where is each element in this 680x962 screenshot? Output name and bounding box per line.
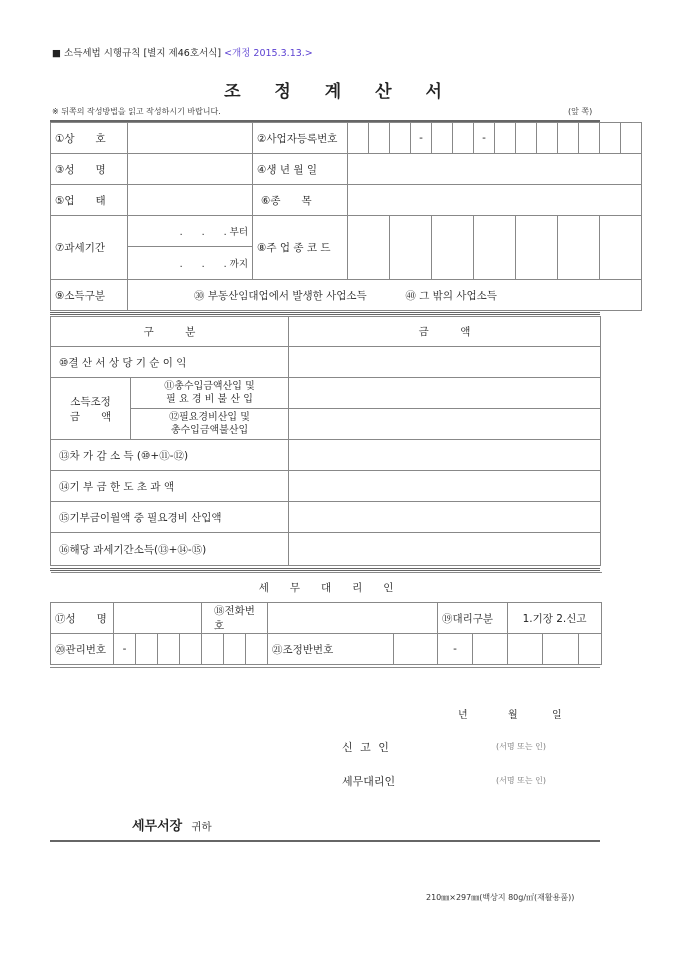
mgmt-no-digit[interactable] bbox=[180, 634, 202, 665]
income-option-40[interactable]: ㊵ 그 밖의 사업소득 bbox=[405, 289, 497, 302]
category-header: 구 분 bbox=[51, 317, 289, 347]
team-no-digit[interactable] bbox=[508, 634, 543, 665]
industry-code-digit[interactable] bbox=[558, 216, 600, 280]
industry-code-digit[interactable] bbox=[600, 216, 642, 280]
adjustment-table bbox=[50, 316, 601, 566]
team-no-label: ㉑조정반번호 bbox=[268, 634, 394, 665]
row-deduct-amount[interactable] bbox=[289, 409, 601, 440]
period-label: ⑦과세기간 bbox=[51, 216, 128, 280]
bizno-digit[interactable] bbox=[558, 123, 579, 154]
bizno-dash: - bbox=[474, 123, 495, 154]
page-side-note: (앞 쪽) bbox=[568, 107, 593, 116]
period-to[interactable]: . . . 까지 bbox=[128, 247, 253, 280]
team-no-digit[interactable] bbox=[543, 634, 579, 665]
team-no-dash: - bbox=[438, 634, 473, 665]
industry-code-digit[interactable] bbox=[474, 216, 516, 280]
date-month-label: 월 bbox=[508, 710, 518, 721]
mgmt-no-digit[interactable] bbox=[202, 634, 224, 665]
row-net-income-amount[interactable] bbox=[289, 347, 601, 378]
bizno-digit[interactable] bbox=[348, 123, 369, 154]
mgmt-no-dash: - bbox=[114, 634, 136, 665]
agent-sign-label: 세무대리인 bbox=[342, 775, 396, 788]
row-donation-excess-label: ⑭기 부 금 한 도 초 과 액 bbox=[51, 471, 289, 502]
row-add-label bbox=[131, 378, 289, 409]
business-label: ⑤업 태 bbox=[51, 185, 128, 216]
row-add-label-line1: ⑪총수입금액산입 및 bbox=[164, 381, 255, 392]
birth-label: ④생 년 월 일 bbox=[253, 154, 348, 185]
industry-code-digit[interactable] bbox=[390, 216, 432, 280]
paper-spec: 210㎜×297㎜(백상지 80g/㎡(재활용품)) bbox=[426, 893, 575, 902]
bizno-digit[interactable] bbox=[600, 123, 621, 154]
row-deduct-label-line1: ⑫필요경비산입 및 bbox=[169, 412, 250, 423]
row-period-income-amount[interactable] bbox=[289, 533, 601, 566]
row-add-label-line2: 필 요 경 비 불 산 입 bbox=[166, 394, 253, 405]
row-net-income-label: ⑩결 산 서 상 당 기 순 이 익 bbox=[51, 347, 289, 378]
bizno-digit[interactable] bbox=[369, 123, 390, 154]
adjustment-label-line1: 소득조정 bbox=[70, 395, 111, 408]
agent-name-field[interactable] bbox=[114, 603, 202, 634]
adjustment-label-line2: 금 액 bbox=[69, 410, 112, 423]
agent-table bbox=[50, 572, 602, 665]
row-deduct-label bbox=[131, 409, 289, 440]
person-label: ③성 명 bbox=[51, 154, 128, 185]
name-field[interactable] bbox=[128, 123, 253, 154]
page-title: 조 정 계 산 서 bbox=[224, 82, 456, 102]
mgmt-no-digit[interactable] bbox=[158, 634, 180, 665]
row-donation-carryover-label: ⑮기부금이월액 중 필요경비 산입액 bbox=[51, 502, 289, 533]
row-add-amount[interactable] bbox=[289, 378, 601, 409]
bizno-digit[interactable] bbox=[621, 123, 642, 154]
tax-office-head: 세무서장 bbox=[132, 819, 183, 834]
form-header bbox=[52, 45, 313, 59]
row-period-income-label: ⑯해당 과세기간소득(⑬+⑭-⑮) bbox=[51, 533, 289, 566]
mgmt-no-digit[interactable] bbox=[136, 634, 158, 665]
industry-code-digit[interactable] bbox=[432, 216, 474, 280]
birth-field[interactable] bbox=[348, 154, 642, 185]
taxpayer-table bbox=[50, 122, 642, 311]
black-square-icon: ■ bbox=[52, 48, 61, 59]
bizno-digit[interactable] bbox=[579, 123, 600, 154]
mgmt-no-digit[interactable] bbox=[246, 634, 268, 665]
bizno-digit[interactable] bbox=[537, 123, 558, 154]
date-year-label: 년 bbox=[458, 710, 468, 721]
agent-name-label: ⑰성 명 bbox=[51, 603, 114, 634]
bizno-digit[interactable] bbox=[516, 123, 537, 154]
agent-phone-field[interactable] bbox=[268, 603, 438, 634]
team-no-digit[interactable] bbox=[473, 634, 508, 665]
agent-type-label: ⑲대리구분 bbox=[438, 603, 508, 634]
bizno-label: ②사업자등록번호 bbox=[253, 123, 348, 154]
agent-section-title: 세 무 대 리 인 bbox=[51, 573, 602, 603]
income-type-options bbox=[128, 280, 642, 311]
bizno-digit[interactable] bbox=[495, 123, 516, 154]
honorific: 귀하 bbox=[191, 821, 212, 833]
row-deduct-label-line2: 총수입금액불산입 bbox=[170, 425, 249, 436]
instruction-note: ※ 뒤쪽의 작성방법을 읽고 작성하시기 바랍니다. bbox=[52, 107, 221, 116]
revision-text: <개정 2015.3.13.> bbox=[224, 48, 313, 59]
row-net-label: ⑬차 가 감 소 득 (⑩+⑪-⑫) bbox=[51, 440, 289, 471]
bizno-dash: - bbox=[411, 123, 432, 154]
bizno-digit[interactable] bbox=[453, 123, 474, 154]
income-option-30[interactable]: ㉚ 부동산임대업에서 발생한 사업소득 bbox=[194, 289, 367, 302]
mgmt-no-digit[interactable] bbox=[224, 634, 246, 665]
team-no-digit[interactable] bbox=[579, 634, 602, 665]
bizno-digit[interactable] bbox=[432, 123, 453, 154]
item-field[interactable] bbox=[348, 185, 642, 216]
industry-code-digit[interactable] bbox=[348, 216, 390, 280]
row-donation-excess-amount[interactable] bbox=[289, 471, 601, 502]
agent-sign-hint[interactable]: (서명 또는 인) bbox=[496, 776, 546, 785]
addressee bbox=[132, 815, 212, 834]
period-from[interactable]: . . . 부터 bbox=[128, 216, 253, 247]
industry-code-label: ⑧주 업 종 코 드 bbox=[253, 216, 348, 280]
agent-type-options[interactable]: 1.기장 2.신고 bbox=[508, 603, 602, 634]
adjustment-label bbox=[51, 378, 131, 440]
row-donation-carryover-amount[interactable] bbox=[289, 502, 601, 533]
person-field[interactable] bbox=[128, 154, 253, 185]
team-no-digit[interactable] bbox=[394, 634, 438, 665]
name-label: ①상 호 bbox=[51, 123, 128, 154]
amount-header: 금 액 bbox=[289, 317, 601, 347]
business-field[interactable] bbox=[128, 185, 253, 216]
bizno-digit[interactable] bbox=[390, 123, 411, 154]
reporter-label: 신 고 인 bbox=[342, 741, 391, 754]
industry-code-digit[interactable] bbox=[516, 216, 558, 280]
income-type-label: ⑨소득구분 bbox=[51, 280, 128, 311]
item-label: ⑥종 목 bbox=[253, 185, 348, 216]
regulation-text: 소득세법 시행규칙 [별지 제46호서식] bbox=[64, 48, 222, 59]
reporter-sign-hint[interactable]: (서명 또는 인) bbox=[496, 742, 546, 751]
mgmt-no-label: ⑳관리번호 bbox=[51, 634, 114, 665]
date-day-label: 일 bbox=[552, 710, 562, 721]
agent-phone-label: ⑱전화번호 bbox=[202, 603, 268, 634]
row-net-amount[interactable] bbox=[289, 440, 601, 471]
